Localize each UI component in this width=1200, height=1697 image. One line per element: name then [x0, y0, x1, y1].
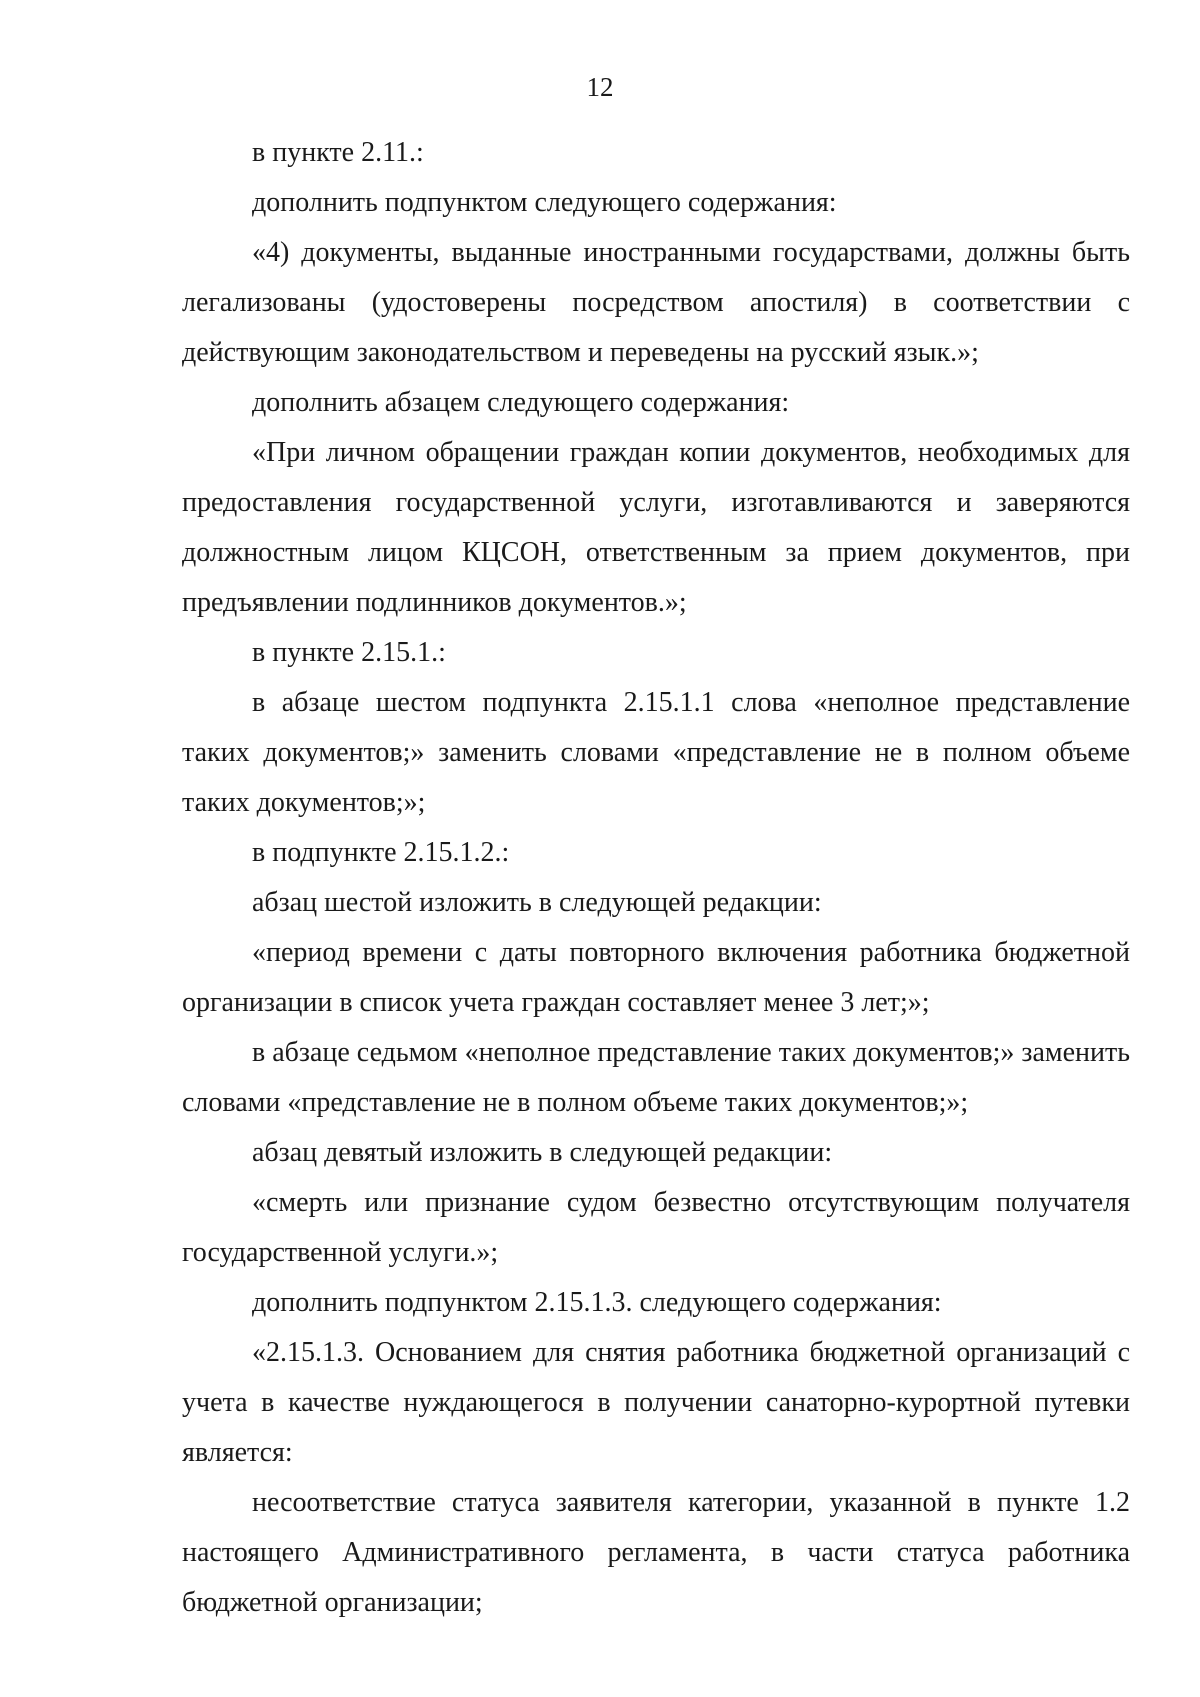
paragraph: в абзаце шестом подпункта 2.15.1.1 слова «неполное представление таких документов;» заменить словами «представление не в полном объеме таких документов;»; — [182, 687, 1130, 818]
paragraph: «период времени с даты повторного включения работника бюджетной организации в список учета граждан составляет менее 3 лет;»; — [182, 937, 1130, 1018]
paragraph: «2.15.1.3. Основанием для снятия работника бюджетной организаций с учета в качестве нуждающегося в получении санаторно-курортной путевки является: — [182, 1337, 1130, 1468]
paragraph: «4) документы, выданные иностранными государствами, должны быть легализованы (удостоверены посредством апостиля) в соответствии с действующим законодательством и переведены на русский язык.»; — [182, 237, 1130, 368]
paragraph: в абзаце седьмом «неполное представление таких документов;» заменить словами «представление не в полном объеме таких документов;»; — [182, 1037, 1130, 1118]
paragraph: в подпункте 2.15.1.2.: — [252, 837, 510, 868]
paragraph: дополнить подпунктом следующего содержания: — [252, 187, 837, 218]
paragraph: несоответствие статуса заявителя категории, указанной в пункте 1.2 настоящего Административного регламента, в части статуса работника бюджетной организации; — [182, 1487, 1130, 1618]
paragraph: «смерть или признание судом безвестно отсутствующим получателя государственной услуги.»; — [182, 1187, 1130, 1268]
paragraph: абзац шестой изложить в следующей редакции: — [252, 887, 822, 918]
paragraph: дополнить абзацем следующего содержания: — [252, 387, 790, 418]
paragraph: в пункте 2.15.1.: — [252, 637, 446, 668]
paragraph: абзац девятый изложить в следующей редакции: — [252, 1137, 833, 1168]
paragraph: дополнить подпунктом 2.15.1.3. следующего содержания: — [252, 1287, 942, 1318]
page-number: 12 — [586, 72, 614, 102]
paragraph: «При личном обращении граждан копии документов, необходимых для предоставления государственной услуги, изготавливаются и заверяются должностным лицом КЦСОН, ответственным за прием документов, при предъявлении подлинников документов.»; — [182, 437, 1130, 618]
paragraph: в пункте 2.11.: — [252, 137, 424, 168]
document-body — [182, 128, 1130, 1628]
